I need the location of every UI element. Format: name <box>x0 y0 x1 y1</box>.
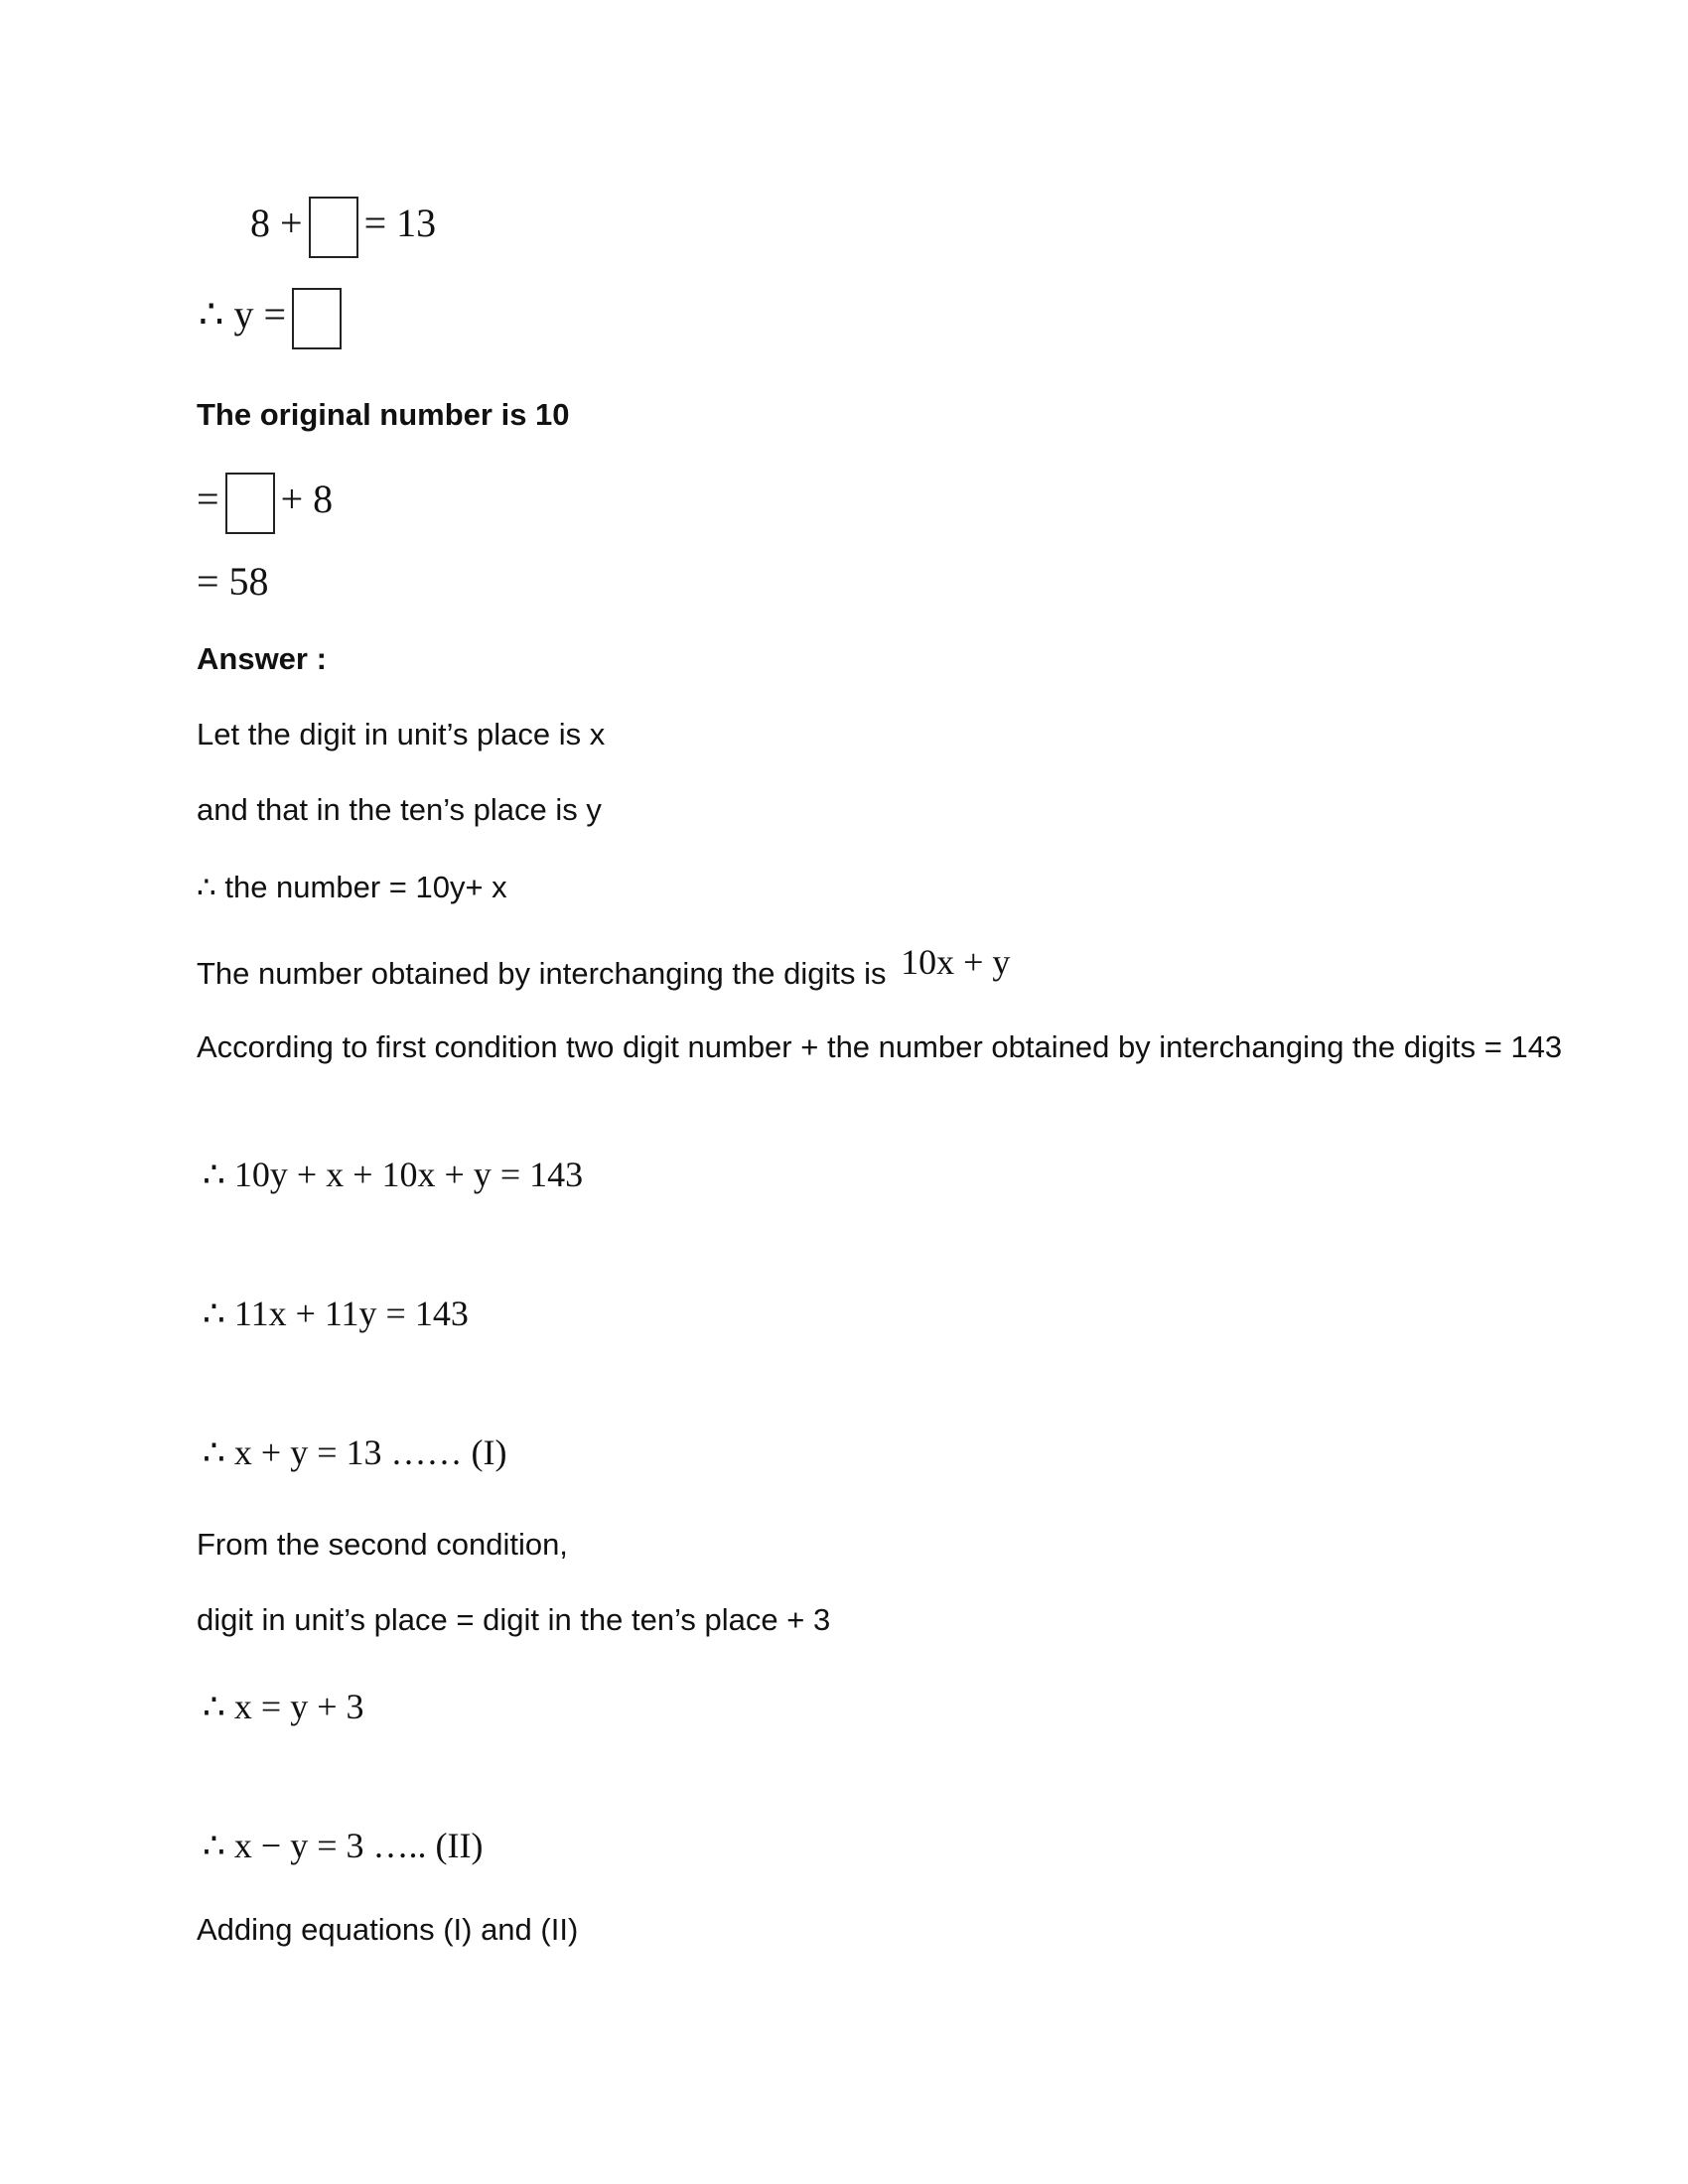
answer-line: From the second condition, <box>197 1527 568 1562</box>
equation-text: = <box>197 477 219 522</box>
answer-text: The number obtained by interchanging the digits is <box>197 956 887 991</box>
equation-blank-3 <box>197 473 333 534</box>
equation-text: = 13 <box>363 201 437 246</box>
inline-math: 10x + y <box>901 942 1011 982</box>
answer-paragraph: According to first condition two digit number + the number obtained by interchanging the digits = 143 <box>197 1029 1563 1064</box>
equation-line: ∴ x = y + 3 <box>203 1687 364 1726</box>
equation-text: + 8 <box>280 477 334 522</box>
equation-line: ∴ 11x + 11y = 143 <box>203 1294 469 1333</box>
answer-blank-box[interactable] <box>309 197 358 258</box>
answer-line: digit in unit’s place = digit in the ten’s place + 3 <box>197 1602 831 1637</box>
equation-result: = 58 <box>197 559 269 604</box>
equation-blank-2 <box>199 288 348 349</box>
answer-blank-box[interactable] <box>225 473 275 534</box>
answer-line: Adding equations (I) and (II) <box>197 1912 579 1947</box>
equation-line: ∴ x + y = 13 …… (I) <box>203 1433 507 1472</box>
equation-blank-1 <box>250 197 436 258</box>
answer-line: ∴ the number = 10y+ x <box>197 870 507 904</box>
equation-text: ∴ y = <box>199 292 287 338</box>
original-number-heading: The original number is 10 <box>197 397 570 432</box>
equation-line: ∴ x − y = 3 ….. (II) <box>203 1826 484 1865</box>
equation-line: ∴ 10y + x + 10x + y = 143 <box>203 1155 584 1194</box>
answer-heading: Answer : <box>197 641 327 676</box>
answer-line: Let the digit in unit’s place is x <box>197 717 606 751</box>
equation-text: 8 + <box>250 201 303 246</box>
answer-line-interchanged <box>197 942 1011 993</box>
answer-blank-box[interactable] <box>292 288 342 349</box>
answer-line: and that in the ten’s place is y <box>197 792 602 827</box>
